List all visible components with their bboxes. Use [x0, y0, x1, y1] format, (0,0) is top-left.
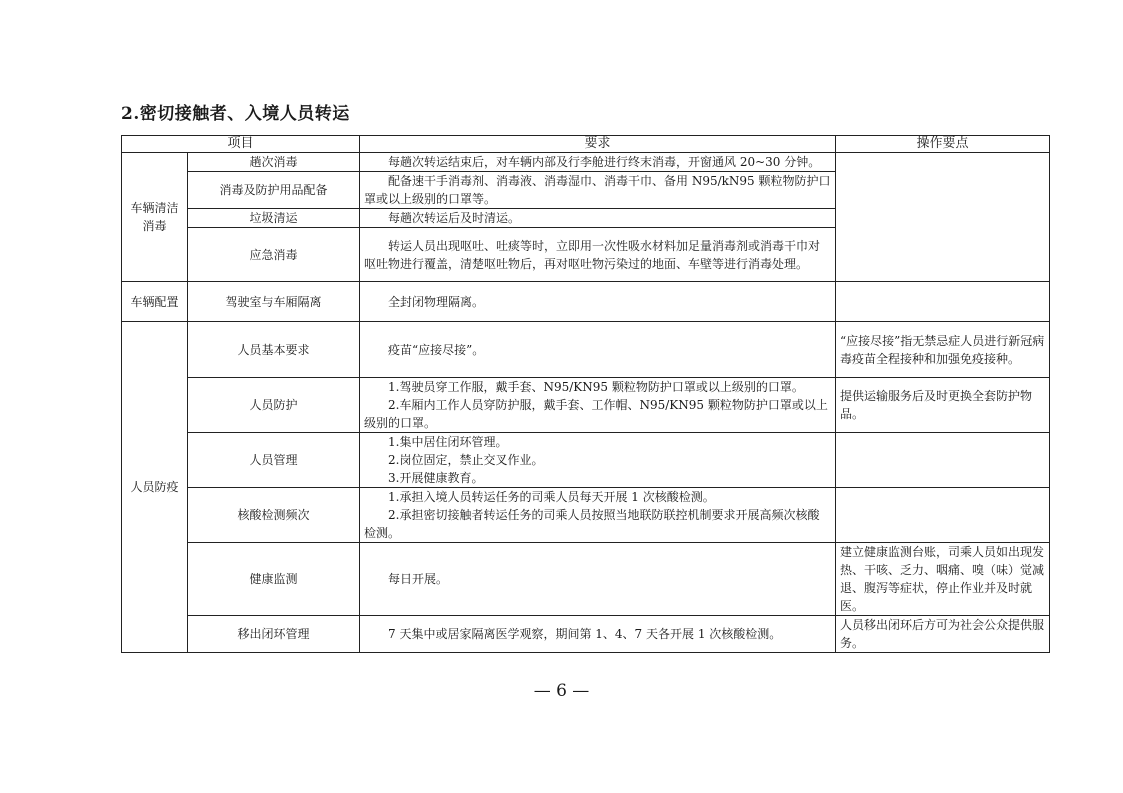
requirement-line: 3.开展健康教育。: [388, 471, 484, 485]
item-cell: 驾驶室与车厢隔离: [188, 282, 360, 322]
notes-cell-empty: [836, 488, 1050, 543]
table-row: [122, 433, 1050, 488]
notes-text: 提供运输服务后及时更换全套防护物品。: [840, 389, 1033, 421]
table-row: [122, 616, 1050, 653]
header-item: 项目: [122, 136, 360, 153]
notes-cell-empty: [836, 282, 1050, 322]
item-cell: 应急消毒: [188, 228, 360, 282]
requirement-cell: [360, 282, 836, 322]
notes-cell: [836, 616, 1050, 653]
table-row: [122, 153, 1050, 172]
notes-cell-empty: [836, 433, 1050, 488]
table-row: [122, 322, 1050, 378]
requirement-cell: [360, 433, 836, 488]
requirement-line: 2.承担密切接触者转运任务的司乘人员按照当地联防联控机制要求开展高频次核酸检测。: [364, 508, 820, 540]
requirement-line: 1.集中居住闭环管理。: [388, 435, 508, 449]
requirement-text: 配备速干手消毒剂、消毒液、消毒湿巾、消毒干巾、备用 N95/kN95 颗粒物防护口罩或以上级别的口罩等。: [364, 174, 831, 206]
item-cell: 消毒及防护用品配备: [188, 172, 360, 209]
table-row: [122, 488, 1050, 543]
item-cell: 趟次消毒: [188, 153, 360, 172]
requirement-text: 7 天集中或居家隔离医学观察，期间第 1、4、7 天各开展 1 次核酸检测。: [388, 627, 782, 641]
requirement-cell: [360, 322, 836, 378]
notes-text: “应接尽接”指无禁忌症人员进行新冠病毒疫苗全程接种和加强免疫接种。: [840, 333, 1045, 366]
item-cell: 健康监测: [188, 543, 360, 616]
requirement-line: 2.车厢内工作人员穿防护服，戴手套、工作帽、N95/KN95 颗粒物防护口罩或以上级别的口罩。: [364, 398, 828, 430]
header-notes: 操作要点: [836, 136, 1050, 153]
table-row: [122, 378, 1050, 433]
requirement-text: 全封闭物理隔离。: [388, 294, 485, 309]
page-number: — 6 —: [533, 681, 590, 701]
requirement-cell: [360, 153, 836, 172]
notes-text: 建立健康监测台账，司乘人员如出现发热、干咳、乏力、咽痛、嗅（味）觉减退、腹泻等症状，停止作业并及时就医。: [840, 545, 1045, 613]
requirement-text: 疫苗“应接尽接”。: [388, 342, 485, 357]
requirement-line: 2.岗位固定，禁止交叉作业。: [388, 453, 544, 467]
header-requirement: 要求: [360, 136, 836, 153]
notes-cell-empty: [836, 153, 1050, 282]
item-cell: 人员基本要求: [188, 322, 360, 378]
notes-text: 人员移出闭环后方可为社会公众提供服务。: [840, 618, 1045, 650]
requirement-cell: [360, 378, 836, 433]
requirement-text: 转运人员出现呕吐、吐痰等时，立即用一次性吸水材料加足量消毒剂或消毒干巾对呕吐物进行覆盖，清楚呕吐物后，再对呕吐物污染过的地面、车壁等进行消毒处理。: [364, 238, 821, 271]
requirement-cell: [360, 616, 836, 653]
requirement-text: 每日开展。: [388, 572, 449, 586]
requirement-cell: [360, 488, 836, 543]
item-cell: 人员管理: [188, 433, 360, 488]
section-title: 2.密切接触者、入境人员转运: [121, 104, 350, 124]
requirement-text: 每趟次转运结束后，对车辆内部及行李舱进行终末消毒，开窗通风 20~30 分钟。: [388, 155, 821, 169]
requirement-line: 1.承担入境人员转运任务的司乘人员每天开展 1 次核酸检测。: [388, 490, 715, 504]
notes-cell: [836, 322, 1050, 378]
requirement-cell: [360, 172, 836, 209]
notes-cell: [836, 543, 1050, 616]
notes-cell: [836, 378, 1050, 433]
group-vehicle-config: 车辆配置: [122, 282, 188, 322]
item-cell: 移出闭环管理: [188, 616, 360, 653]
requirement-cell: [360, 543, 836, 616]
item-cell: 垃圾清运: [188, 209, 360, 228]
item-cell: 人员防护: [188, 378, 360, 433]
group-vehicle-cleaning: 车辆清洁消毒: [122, 153, 188, 282]
table-row: [122, 282, 1050, 322]
transport-requirements-table: [121, 135, 1050, 653]
requirement-text: 每趟次转运后及时清运。: [388, 211, 521, 225]
item-cell: 核酸检测频次: [188, 488, 360, 543]
group-personnel-protection: 人员防疫: [122, 322, 188, 653]
table-header-row: [122, 136, 1050, 153]
requirement-line: 1.驾驶员穿工作服，戴手套、N95/KN95 颗粒物防护口罩或以上级别的口罩。: [388, 380, 804, 394]
requirement-cell: [360, 228, 836, 282]
requirement-cell: [360, 209, 836, 228]
table-row: [122, 543, 1050, 616]
